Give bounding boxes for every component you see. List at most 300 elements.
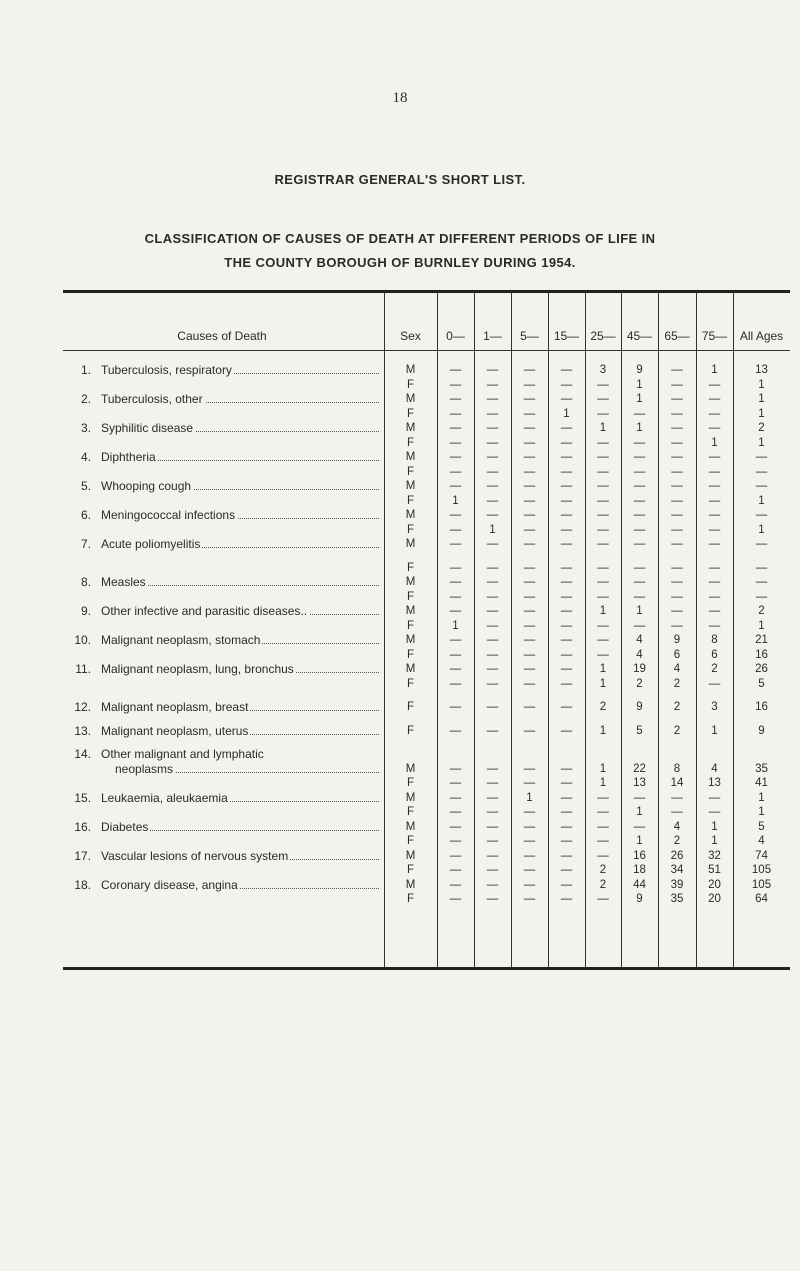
all-ages-cell: 21 — [755, 634, 768, 646]
sex-cell: M — [405, 480, 416, 492]
cause-number: 11. — [75, 662, 91, 676]
age-count-cell: — — [671, 791, 683, 804]
cause-cell — [63, 776, 381, 790]
sex-cell: F — [406, 677, 415, 690]
table-row — [63, 407, 790, 421]
age-count-cell: — — [523, 494, 536, 507]
age-count-cell: — — [449, 806, 462, 818]
age-count-cell: — — [560, 878, 573, 891]
cause-cell — [63, 700, 381, 714]
age-count-cell: — — [523, 407, 536, 420]
age-count-cell: — — [708, 407, 721, 420]
age-count-cell: — — [486, 648, 499, 661]
age-count-cell: 39 — [670, 878, 684, 891]
age-count-cell: — — [597, 509, 609, 521]
cause-cell — [63, 494, 381, 508]
age-count-cell: — — [486, 364, 499, 376]
age-count-cell: — — [486, 480, 499, 492]
age-count-cell: — — [633, 523, 646, 536]
age-count-cell: — — [597, 849, 609, 862]
cause-label: Tuberculosis, respiratory — [101, 363, 232, 377]
age-count-cell: — — [597, 451, 609, 463]
age-count-cell: — — [560, 849, 573, 862]
all-ages-cell: — — [755, 590, 768, 603]
age-count-cell: — — [708, 422, 721, 434]
all-ages-cell: 1 — [758, 806, 765, 818]
age-count-cell — [658, 747, 696, 761]
age-count-cell: 13 — [708, 777, 721, 789]
all-ages-cell: 1 — [758, 378, 765, 391]
age-count-cell: — — [449, 590, 462, 603]
age-count-cell: — — [523, 677, 536, 690]
table-row — [63, 820, 790, 834]
age-count-cell: 1 — [711, 820, 718, 833]
age-count-cell — [474, 747, 511, 761]
all-ages-cell: 35 — [755, 762, 768, 775]
age-count-cell: — — [633, 538, 646, 550]
cause-label: Acute poliomyelitis — [101, 537, 201, 551]
age-count-cell: — — [671, 407, 683, 420]
all-ages-cell: — — [755, 465, 768, 478]
age-count-cell: — — [708, 605, 721, 617]
cause-label: Malignant neoplasm, uterus — [101, 723, 249, 738]
cause-label: Malignant neoplasm, stomach — [101, 633, 261, 647]
age-count-cell: — — [708, 576, 721, 588]
age-count-cell: — — [523, 878, 536, 891]
table-row — [63, 508, 790, 522]
table-row — [63, 479, 790, 493]
age-count-cell: — — [708, 480, 721, 492]
age-count-cell: — — [633, 561, 646, 574]
column-header-age: 45— — [626, 329, 653, 343]
age-count-cell: — — [523, 806, 536, 818]
age-count-cell: 4 — [636, 648, 643, 661]
cause-cell — [63, 791, 381, 805]
age-count-cell: 3 — [599, 364, 607, 376]
age-count-cell: — — [449, 378, 462, 391]
all-ages-cell: 105 — [751, 864, 772, 876]
sex-cell: M — [405, 605, 416, 617]
age-count-cell: — — [486, 777, 499, 789]
age-count-cell: — — [449, 561, 462, 574]
cause-number: 7. — [80, 537, 91, 551]
all-ages-cell: 41 — [755, 777, 768, 789]
age-count-cell: — — [486, 701, 499, 713]
cause-number: 17. — [74, 848, 91, 863]
column-header-age: 1— — [483, 329, 502, 343]
sex-cell: F — [406, 806, 415, 818]
table-row — [63, 561, 790, 575]
age-count-cell: — — [523, 465, 536, 478]
age-count-cell: — — [560, 762, 573, 775]
sex-cell: M — [405, 634, 416, 646]
cause-cell — [63, 561, 381, 575]
age-count-cell: 14 — [670, 777, 684, 789]
all-ages-cell: 4 — [758, 835, 765, 847]
age-count-cell: 1 — [636, 422, 643, 434]
age-count-cell: — — [671, 509, 683, 521]
age-count-cell: — — [560, 835, 573, 847]
cause-label: neoplasms — [115, 761, 174, 776]
age-count-cell: — — [633, 407, 646, 420]
age-count-cell: — — [560, 619, 573, 632]
age-count-cell: — — [560, 538, 573, 550]
age-count-cell: 1 — [636, 378, 643, 391]
table-row — [63, 863, 790, 877]
all-ages-cell: 5 — [758, 677, 765, 690]
cause-cell — [63, 508, 381, 522]
table-row — [63, 677, 790, 691]
sex-cell: F — [406, 724, 415, 737]
age-count-cell: — — [449, 634, 462, 646]
age-count-cell: — — [560, 634, 573, 646]
age-count-cell: — — [449, 835, 462, 847]
age-count-cell: 32 — [708, 849, 721, 862]
all-ages-cell: 1 — [758, 791, 765, 804]
age-count-cell: 6 — [711, 648, 718, 661]
sex-cell: M — [405, 393, 416, 405]
age-count-cell: — — [708, 465, 721, 478]
all-ages-cell: 1 — [758, 393, 765, 405]
all-ages-cell: 1 — [758, 523, 765, 536]
table-row — [63, 421, 790, 435]
age-count-cell: — — [449, 864, 462, 876]
cause-cell — [63, 407, 381, 421]
age-count-cell: — — [449, 480, 462, 492]
age-count-cell: 1 — [636, 806, 643, 818]
age-count-cell: — — [449, 878, 462, 891]
column-header-age: 0— — [446, 329, 465, 343]
cause-cell — [63, 648, 381, 662]
sex-cell: F — [406, 561, 415, 574]
age-count-cell — [548, 747, 585, 761]
age-count-cell: — — [633, 791, 646, 804]
table-row — [63, 662, 790, 676]
age-count-cell — [437, 747, 474, 761]
age-count-cell: — — [633, 619, 646, 632]
age-count-cell: — — [523, 648, 536, 661]
age-count-cell: 1 — [636, 393, 643, 405]
cause-cell — [63, 762, 381, 776]
age-count-cell: 1 — [599, 422, 607, 434]
age-count-cell: — — [633, 590, 646, 603]
age-count-cell: — — [523, 634, 536, 646]
age-count-cell — [511, 747, 548, 761]
age-count-cell: — — [633, 820, 646, 833]
all-ages-cell: 16 — [755, 648, 768, 661]
sex-cell: F — [406, 777, 415, 789]
age-count-cell: — — [486, 561, 499, 574]
column-header-sex: Sex — [400, 329, 421, 343]
cause-number: 6. — [80, 508, 91, 522]
age-count-cell: — — [486, 422, 499, 434]
sex-cell: M — [405, 878, 416, 891]
age-count-cell: 1 — [599, 777, 607, 789]
age-count-cell: — — [523, 820, 536, 833]
age-count-cell: — — [671, 393, 683, 405]
age-count-cell: — — [633, 494, 646, 507]
age-count-cell: — — [523, 762, 536, 775]
table-row — [63, 849, 790, 863]
cause-label: Diabetes — [101, 819, 149, 834]
age-count-cell: — — [449, 523, 462, 536]
cause-label: Coronary disease, angina — [101, 877, 238, 892]
age-count-cell: 1 — [599, 677, 607, 690]
all-ages-cell: — — [755, 561, 768, 574]
age-count-cell: — — [560, 378, 573, 391]
all-ages-cell: 1 — [758, 619, 765, 632]
age-count-cell: — — [708, 677, 721, 690]
age-count-cell: — — [486, 663, 499, 675]
age-count-cell: — — [560, 494, 573, 507]
sex-cell: F — [406, 407, 415, 420]
cause-cell — [63, 677, 381, 691]
age-count-cell: — — [486, 893, 499, 905]
age-count-cell: — — [523, 451, 536, 463]
sex-cell: M — [405, 451, 416, 463]
cause-cell — [63, 523, 381, 537]
age-count-cell: 26 — [670, 849, 684, 862]
age-count-cell: — — [449, 663, 462, 675]
age-count-cell: 16 — [633, 849, 646, 862]
cause-number: 12. — [74, 700, 91, 714]
age-count-cell — [696, 747, 733, 761]
table-row — [63, 762, 790, 776]
age-count-cell: — — [708, 494, 721, 507]
age-count-cell: — — [708, 791, 721, 804]
age-count-cell: 20 — [708, 878, 721, 891]
age-count-cell: 4 — [673, 820, 681, 833]
age-count-cell: — — [597, 648, 609, 661]
age-count-cell: — — [560, 422, 573, 434]
age-count-cell: — — [523, 480, 536, 492]
age-count-cell: — — [560, 364, 573, 376]
column-header-age: 5— — [520, 329, 539, 343]
age-count-cell: — — [523, 393, 536, 405]
cause-cell — [63, 820, 381, 834]
cause-cell — [63, 392, 381, 406]
age-count-cell: — — [560, 701, 573, 713]
age-count-cell: 9 — [636, 701, 643, 713]
age-count-cell: — — [597, 436, 609, 449]
age-count-cell: — — [449, 509, 462, 521]
cause-cell — [63, 747, 381, 761]
cause-cell — [63, 834, 381, 848]
age-count-cell: — — [708, 523, 721, 536]
sex-cell — [384, 747, 437, 761]
age-count-cell: — — [671, 494, 683, 507]
sex-cell: F — [406, 590, 415, 603]
age-count-cell: — — [523, 590, 536, 603]
table-row — [63, 392, 790, 406]
table-row — [63, 523, 790, 537]
age-count-cell: — — [523, 378, 536, 391]
age-count-cell: — — [523, 561, 536, 574]
age-count-cell: — — [597, 590, 609, 603]
all-ages-cell: 2 — [758, 605, 765, 617]
cause-label: Meningococcal infections — [101, 508, 236, 522]
age-count-cell: — — [560, 806, 573, 818]
age-count-cell: — — [671, 576, 683, 588]
age-count-cell: 19 — [633, 663, 646, 675]
age-count-cell: 34 — [670, 864, 684, 876]
sex-cell: F — [406, 835, 415, 847]
age-count-cell: 1 — [599, 605, 607, 617]
age-count-cell: — — [708, 393, 721, 405]
age-count-cell: — — [449, 436, 462, 449]
table-row — [63, 776, 790, 790]
sex-cell: M — [405, 364, 416, 376]
all-ages-cell: 16 — [755, 701, 768, 713]
age-count-cell: — — [597, 538, 609, 550]
sex-cell: M — [405, 422, 416, 434]
age-count-cell: — — [597, 393, 609, 405]
age-count-cell: — — [560, 777, 573, 789]
age-count-cell: — — [523, 576, 536, 588]
age-count-cell: — — [523, 835, 536, 847]
age-count-cell: — — [708, 538, 721, 550]
table-row — [63, 494, 790, 508]
age-count-cell: — — [560, 509, 573, 521]
all-ages-cell: 26 — [755, 663, 768, 675]
age-count-cell: 1 — [599, 762, 607, 775]
table-row — [63, 700, 790, 714]
age-count-cell: — — [597, 619, 609, 632]
table-row — [63, 724, 790, 738]
table-row — [63, 805, 790, 819]
age-count-cell: — — [486, 590, 499, 603]
age-count-cell: 44 — [633, 878, 646, 891]
age-count-cell: — — [449, 465, 462, 478]
age-count-cell: — — [486, 378, 499, 391]
age-count-cell: 2 — [673, 724, 681, 737]
age-count-cell: 2 — [673, 835, 681, 847]
age-count-cell: — — [560, 523, 573, 536]
age-count-cell: 1 — [489, 523, 496, 536]
age-count-cell: 4 — [673, 663, 681, 675]
all-ages-cell: 1 — [758, 436, 765, 449]
age-count-cell: — — [523, 422, 536, 434]
cause-label: Vascular lesions of nervous system — [101, 848, 289, 863]
age-count-cell: — — [523, 523, 536, 536]
cause-label: Other malignant and lymphatic — [101, 747, 264, 761]
table-subheading-line2: THE COUNTY BOROUGH OF BURNLEY DURING 1954. — [224, 255, 576, 270]
table-row — [63, 604, 790, 618]
age-count-cell: 5 — [636, 724, 643, 737]
sex-cell: F — [406, 893, 415, 905]
age-count-cell: — — [560, 561, 573, 574]
all-ages-cell: 1 — [758, 407, 765, 420]
all-ages-cell: 13 — [755, 364, 768, 376]
sex-cell: F — [406, 523, 415, 536]
age-count-cell: — — [486, 509, 499, 521]
table-row — [63, 834, 790, 848]
age-count-cell: — — [708, 590, 721, 603]
cause-cell — [63, 604, 381, 618]
age-count-cell: 13 — [633, 777, 646, 789]
sex-cell: M — [405, 849, 416, 862]
age-count-cell: — — [486, 762, 499, 775]
age-count-cell: — — [671, 619, 683, 632]
age-count-cell: — — [560, 436, 573, 449]
cause-cell — [63, 479, 381, 493]
age-count-cell: — — [633, 576, 646, 588]
cause-number: 3. — [80, 421, 91, 435]
cause-label: Other infective and parasitic diseases.. — [101, 604, 308, 618]
cause-number: 2. — [80, 392, 91, 406]
cause-number: 14. — [74, 747, 91, 761]
age-count-cell: — — [486, 677, 499, 690]
age-count-cell: 1 — [599, 724, 607, 737]
table-row — [63, 450, 790, 464]
age-count-cell: 22 — [633, 762, 646, 775]
age-count-cell: — — [560, 590, 573, 603]
age-count-cell: — — [486, 806, 499, 818]
age-count-cell: 51 — [708, 864, 721, 876]
age-count-cell: — — [560, 576, 573, 588]
cause-cell — [63, 421, 381, 435]
age-count-cell: — — [560, 480, 573, 492]
cause-label: Malignant neoplasm, breast — [101, 700, 249, 714]
all-ages-cell — [733, 747, 790, 761]
age-count-cell: — — [486, 835, 499, 847]
age-count-cell: 35 — [670, 893, 684, 905]
cause-cell — [63, 465, 381, 479]
age-count-cell: 9 — [636, 364, 643, 376]
table-row — [63, 436, 790, 450]
all-ages-cell: 5 — [758, 820, 765, 833]
column-header-age: 75— — [701, 329, 728, 343]
sex-cell: F — [406, 378, 415, 391]
age-count-cell: — — [708, 378, 721, 391]
age-count-cell: 3 — [711, 701, 718, 713]
age-count-cell: — — [523, 619, 536, 632]
all-ages-cell: 74 — [755, 849, 768, 862]
age-count-cell: 2 — [711, 663, 718, 675]
age-count-cell: — — [523, 436, 536, 449]
sex-cell: F — [406, 494, 415, 507]
age-count-cell: — — [523, 777, 536, 789]
table-row — [63, 619, 790, 633]
column-header-age: 15— — [553, 329, 580, 343]
age-count-cell: — — [671, 378, 683, 391]
cause-number: 9. — [80, 604, 91, 618]
cause-label: Syphilitic disease — [101, 421, 194, 435]
age-count-cell: — — [560, 677, 573, 690]
age-count-cell: — — [523, 538, 536, 550]
age-count-cell: — — [671, 436, 683, 449]
age-count-cell: — — [486, 791, 499, 804]
cause-cell — [63, 633, 381, 647]
age-count-cell: — — [560, 393, 573, 405]
table-row — [63, 537, 790, 551]
age-count-cell: — — [560, 605, 573, 617]
cause-number: 16. — [74, 819, 91, 834]
age-count-cell: 1 — [711, 364, 718, 376]
age-count-cell: 1 — [563, 407, 570, 420]
all-ages-cell: — — [755, 509, 768, 521]
age-count-cell: 1 — [636, 605, 643, 617]
age-count-cell: — — [560, 864, 573, 876]
cause-number: 15. — [74, 790, 91, 805]
cause-cell — [63, 537, 381, 551]
cause-number: 18. — [74, 877, 91, 892]
age-count-cell: — — [449, 538, 462, 550]
age-count-cell: — — [633, 436, 646, 449]
age-count-cell: — — [560, 724, 573, 737]
age-count-cell: — — [486, 465, 499, 478]
age-count-cell: — — [449, 576, 462, 588]
